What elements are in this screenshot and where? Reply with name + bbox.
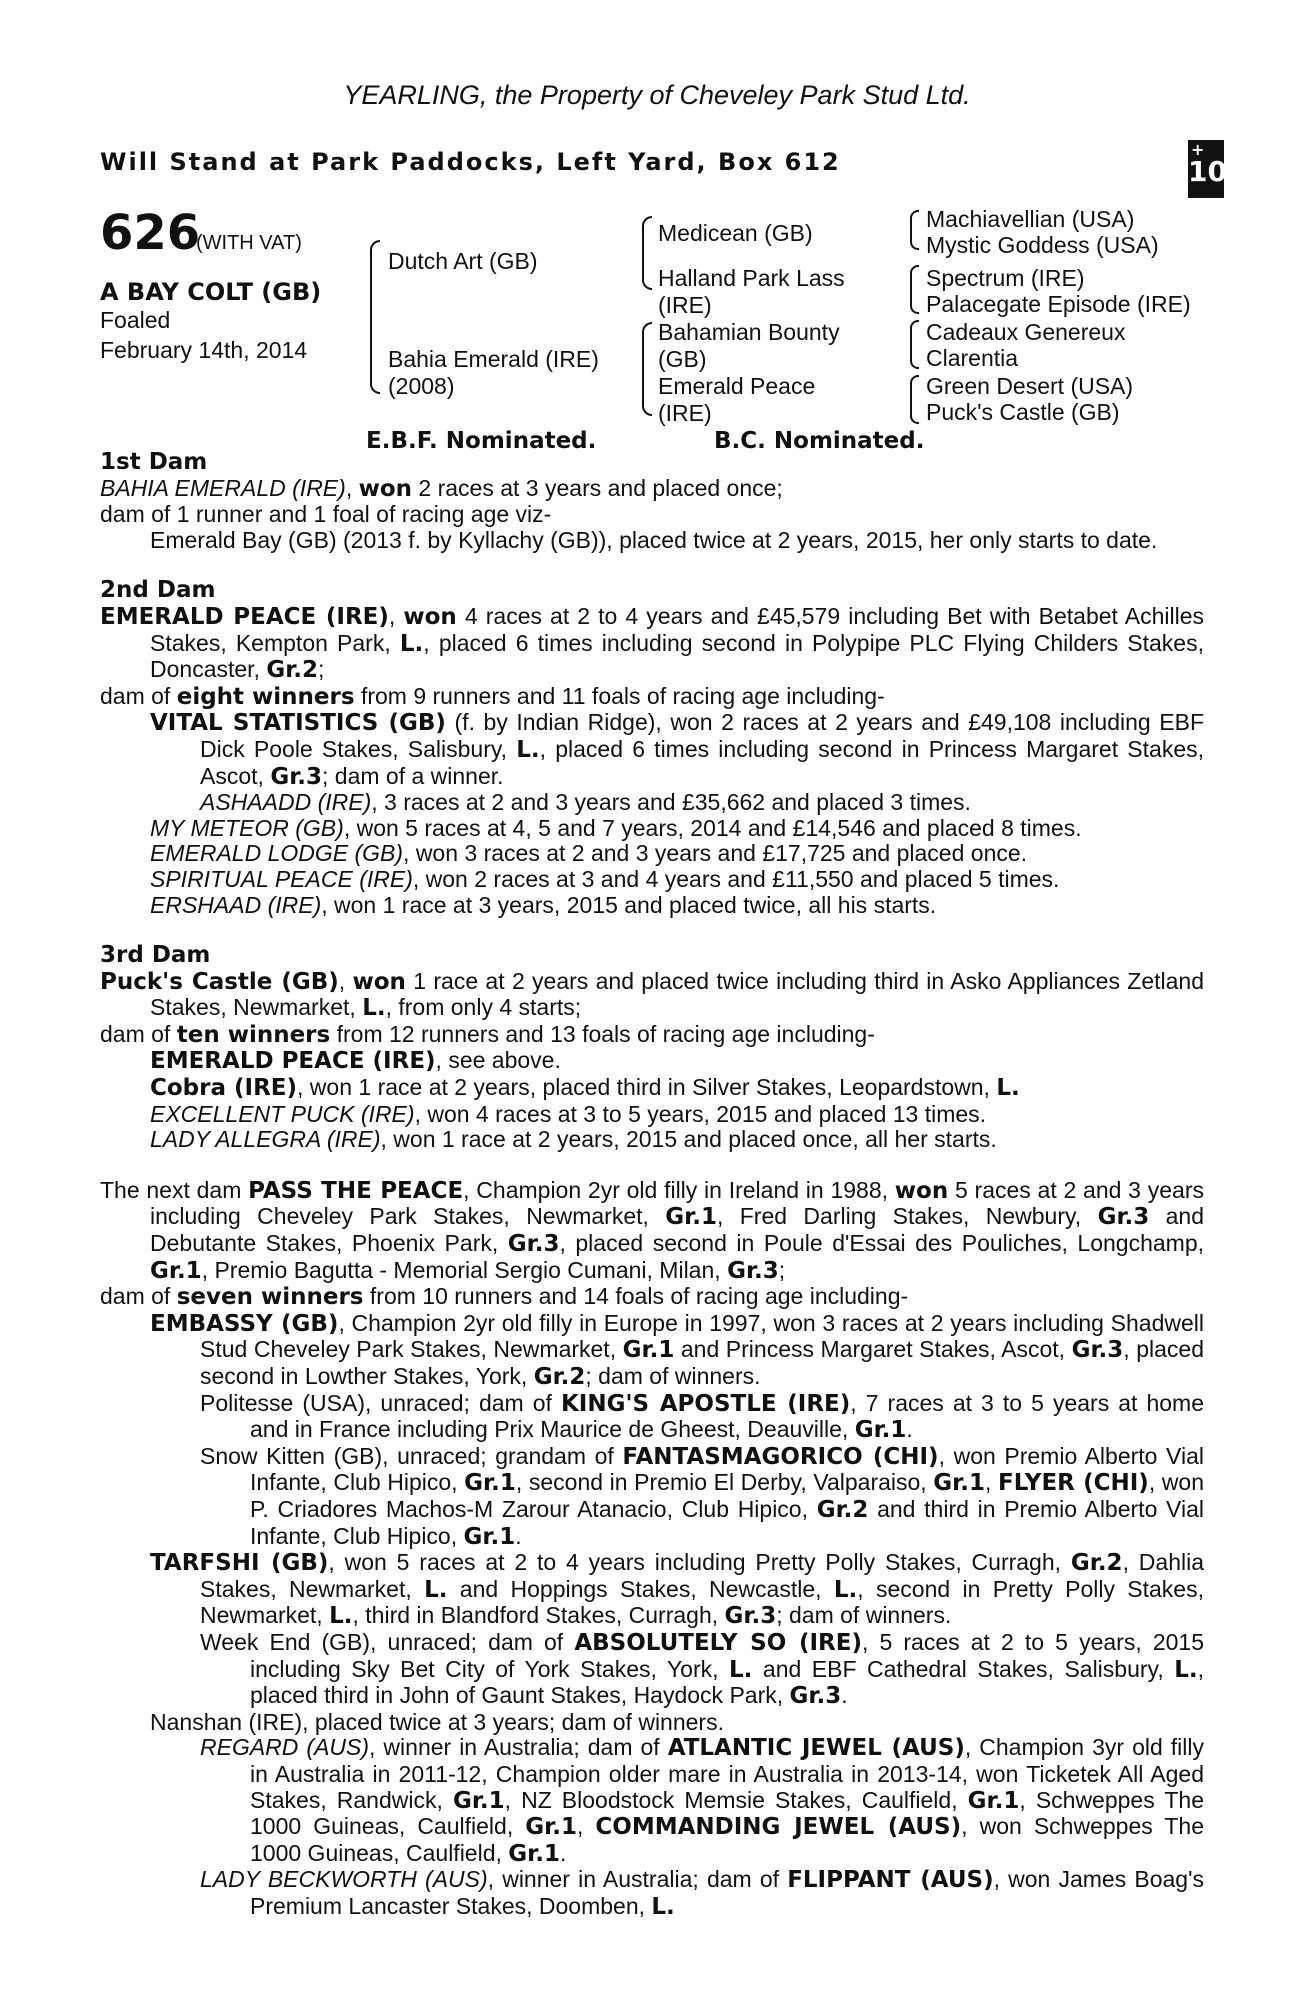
bold-text: seven winners <box>176 1284 364 1311</box>
italic-text: BAHIA EMERALD (IRE) <box>100 474 346 501</box>
pedigree-g3-8: Puck's Castle (GB) <box>926 399 1120 425</box>
text: , <box>338 967 353 994</box>
stand-location: Will Stand at Park Paddocks, Left Yard, Box 612 <box>100 148 841 176</box>
bold-text: L. <box>1174 1656 1198 1683</box>
bold-text: PASS THE PEACE <box>248 1177 464 1204</box>
pedigree-g3-4: Palacegate Episode (IRE) <box>926 291 1191 317</box>
bold-text: L. <box>996 1075 1020 1102</box>
bold-text: eight winners <box>176 683 355 710</box>
pedigree-paragraph <box>100 1630 1204 1710</box>
bold-text: KING'S APOSTLE (IRE) <box>560 1390 851 1417</box>
text: 2 races at 3 years and placed once; <box>412 474 783 501</box>
text: . <box>906 1416 913 1443</box>
text: and EBF Cathedral Stakes, Salisbury, <box>752 1655 1175 1682</box>
bold-text: won <box>352 968 406 995</box>
foaled-info <box>100 305 307 365</box>
pedigree-paragraph <box>100 528 1204 554</box>
pedigree-paragraph <box>100 1867 1204 1920</box>
pedigree-paragraph <box>100 1022 1204 1049</box>
bold-text: VITAL STATISTICS (GB) <box>150 710 446 737</box>
text: from 12 runners and 13 foals of racing age including- <box>330 1020 875 1047</box>
text: , Champion 3yr old filly in Australia in 2011-12, Champion older mare in Australia in 2013-14, won Ticketek All Aged Stakes, Randwick, <box>250 1734 1205 1813</box>
pedigree-bracket-dd <box>910 375 919 424</box>
bold-text: TARFSHI (GB) <box>150 1550 329 1577</box>
section-title: 2nd Dam <box>100 577 216 604</box>
text: , Fred Darling Stakes, Newbury, <box>716 1203 1098 1230</box>
pedigree-paragraph <box>100 1444 1204 1550</box>
pedigree-paragraph <box>100 1550 1204 1630</box>
text: The next dam <box>100 1176 249 1203</box>
text: , won 2 races at 3 and 4 years and £11,550 and placed 5 times. <box>412 865 1060 892</box>
ebf-nominated: E.B.F. Nominated. <box>366 428 597 454</box>
text: , <box>576 1813 596 1840</box>
pedigree-paragraph <box>100 1102 1204 1128</box>
text: , won 1 race at 2 years, 2015 and placed once, all her starts. <box>380 1126 997 1153</box>
text: and Princess Margaret Stakes, Ascot, <box>674 1336 1072 1363</box>
text: 1 race at 2 years and placed twice including third in Asko Appliances Zetland Stakes, Newmarket, <box>150 967 1204 1021</box>
bold-text: Gr.1 <box>525 1814 577 1841</box>
pedigree-g3-2: Mystic Goddess (USA) <box>926 232 1159 258</box>
section-gap <box>100 918 1204 943</box>
bold-text: Gr.1 <box>463 1523 516 1550</box>
pedigree-sire: Dutch Art (GB) <box>388 248 538 274</box>
text: , Schweppes The 1000 Guineas, Caulfield, <box>250 1786 1205 1840</box>
text: Nanshan (IRE), placed twice at 3 years; dam of winners. <box>150 1708 724 1735</box>
pedigree-sire-dam <box>658 265 845 319</box>
text: , winner in Australia; dam of <box>487 1866 788 1893</box>
section-gap <box>100 1153 1204 1178</box>
pedigree-dam-dam-country: (IRE) <box>658 400 712 426</box>
pedigree-paragraph <box>100 1127 1204 1153</box>
bold-text: Gr.1 <box>150 1257 202 1284</box>
lot-badge-number: 10 <box>1188 155 1227 188</box>
text: , won 3 races at 2 and 3 years and £17,725 and placed once. <box>403 840 1028 867</box>
bold-text: Gr.1 <box>622 1337 675 1364</box>
bold-text: Gr.1 <box>854 1417 907 1444</box>
bold-text: Gr.1 <box>967 1787 1020 1814</box>
text: dam of <box>100 1283 177 1310</box>
pedigree-sire-dam-country: (IRE) <box>658 292 712 318</box>
pedigree-paragraph <box>100 867 1204 893</box>
text: , 3 races at 2 and 3 years and £35,662 and placed 3 times. <box>371 789 971 816</box>
text: . <box>841 1682 848 1709</box>
bold-text: L. <box>516 736 540 763</box>
bold-text: Gr.1 <box>464 1470 516 1497</box>
italic-text: MY METEOR (GB) <box>150 814 344 841</box>
pedigree-paragraph <box>100 1710 1204 1736</box>
horse-description: A BAY COLT (GB) <box>100 278 322 306</box>
catalogue-body <box>100 450 1204 1920</box>
text: dam of <box>100 1020 177 1047</box>
text: , won Premio Alberto Vial Infante, Club Hipico, <box>250 1442 1204 1496</box>
bold-text: L. <box>651 1893 675 1920</box>
bold-text: Gr.3 <box>270 763 322 790</box>
text: from 10 runners and 14 foals of racing age including- <box>363 1283 909 1310</box>
pedigree-bracket-ss <box>910 210 919 250</box>
pedigree-paragraph <box>100 790 1204 816</box>
text: , won Schweppes The 1000 Guineas, Caulfield, <box>250 1813 1204 1866</box>
bold-text: EMERALD PEACE (IRE) <box>100 603 389 630</box>
text: , from only 4 starts; <box>385 994 582 1021</box>
pedigree-paragraph <box>100 1075 1204 1102</box>
bold-text: Gr.3 <box>1071 1337 1124 1364</box>
pedigree-bracket-ds <box>910 320 919 369</box>
text: ; dam of winners. <box>585 1363 761 1389</box>
bold-text: EMBASSY (GB) <box>150 1310 339 1337</box>
text: , won James Boag's Premium Lancaster Stakes, Doomben, <box>250 1866 1204 1919</box>
pedigree-paragraph <box>100 684 1204 711</box>
bold-text: Gr.2 <box>1070 1550 1123 1577</box>
pedigree-sire-dam-name: Halland Park Lass <box>658 265 845 291</box>
text: , third in Blandford Stakes, Curragh, <box>352 1602 725 1629</box>
text: , see above. <box>435 1047 561 1074</box>
text: and Hoppings Stakes, Newcastle, <box>447 1575 834 1602</box>
text: from 9 runners and 11 foals of racing age including- <box>354 682 885 709</box>
bold-text: L. <box>833 1576 858 1603</box>
pedigree-paragraph <box>100 969 1204 1022</box>
text: , NZ Bloodstock Memsie Stakes, Caulfield, <box>504 1786 968 1813</box>
italic-text: ERSHAAD (IRE) <box>150 891 322 918</box>
foaled-date: February 14th, 2014 <box>100 337 308 363</box>
text: dam of 1 runner and 1 foal of racing age viz- <box>100 501 552 528</box>
bold-text: Cobra (IRE) <box>150 1075 298 1102</box>
text: , <box>388 602 404 629</box>
bold-text: Gr.1 <box>933 1470 985 1497</box>
text: , placed 6 times including second in Polypipe PLC Flying Childers Stakes, Doncaster, <box>150 629 1204 683</box>
pedigree-paragraph <box>100 893 1204 919</box>
bold-text: Gr.3 <box>507 1231 560 1258</box>
italic-text: EXCELLENT PUCK (IRE) <box>150 1100 415 1127</box>
page-header: YEARLING, the Property of Cheveley Park Stud Ltd. <box>343 80 971 110</box>
lot-badge <box>1188 140 1227 198</box>
text: , won P. Criadores Machos-M Zarour Atanacio, Club Hipico, <box>250 1469 1205 1522</box>
italic-text: ASHAADD (IRE) <box>200 789 372 816</box>
text: , won 1 race at 2 years, placed third in Silver Stakes, Leopardstown, <box>297 1074 997 1101</box>
text: , won 1 race at 3 years, 2015 and placed twice, all his starts. <box>321 891 937 918</box>
bold-text: Gr.1 <box>665 1204 717 1231</box>
text: , <box>345 474 359 501</box>
italic-text: SPIRITUAL PEACE (IRE) <box>150 865 413 892</box>
bold-text: ten winners <box>176 1021 331 1048</box>
pedigree-dam-sire-name: Bahamian Bounty <box>658 319 840 345</box>
foaled-label: Foaled <box>100 307 171 333</box>
bold-text: Gr.2 <box>266 657 319 684</box>
pedigree-bracket-sire <box>642 216 652 290</box>
bold-text: L. <box>329 1603 353 1630</box>
text: , placed 6 times including second in Princess Margaret Stakes, Ascot, <box>200 735 1204 789</box>
text: , placed third in John of Gaunt Stakes, Haydock Park, <box>250 1655 1205 1709</box>
text: , Premio Bagutta - Memorial Sergio Cumani, Milan, <box>201 1256 728 1283</box>
text: , won 4 races at 3 to 5 years, 2015 and placed 13 times. <box>414 1100 987 1127</box>
section-title: 1st Dam <box>100 449 208 475</box>
bold-text: EMERALD PEACE (IRE) <box>150 1048 436 1075</box>
pedigree-paragraph <box>100 1048 1204 1075</box>
pedigree-g3-1: Machiavellian (USA) <box>926 206 1135 232</box>
pedigree-sire-sire: Medicean (GB) <box>658 220 813 246</box>
text: 4 races at 2 to 4 years and £45,579 including Bet with Betabet Achilles Stakes, Kempton Park, <box>150 602 1205 656</box>
pedigree-paragraph <box>100 841 1204 867</box>
bold-text: Gr.1 <box>452 1787 505 1814</box>
text: , placed second in Poule d'Essai des Pouliches, Longchamp, <box>559 1230 1204 1257</box>
lot-number: 626 <box>100 205 201 261</box>
italic-text: EMERALD LODGE (GB) <box>150 840 404 867</box>
text: Week End (GB), unraced; dam of <box>200 1628 575 1655</box>
bold-text: L. <box>424 1576 448 1603</box>
pedigree-g3-7: Green Desert (USA) <box>926 373 1134 399</box>
text: 5 races at 2 and 3 years including Cheveley Park Stakes, Newmarket, <box>150 1176 1204 1230</box>
pedigree-dam-dam <box>658 373 815 427</box>
bold-text: COMMANDING JEWEL (AUS) <box>595 1814 962 1841</box>
pedigree-dam-year: (2008) <box>388 373 455 399</box>
lot-badge-plus: + <box>1191 140 1205 159</box>
pedigree-paragraph <box>100 1311 1204 1391</box>
text: , second in Premio El Derby, Valparaiso, <box>515 1469 934 1496</box>
pedigree-bracket-gen1 <box>370 240 380 394</box>
pedigree-dam-name: Bahia Emerald (IRE) <box>388 346 599 372</box>
text: , Champion 2yr old filly in Europe in 1997, won 3 races at 2 years including Shadwell Stud Cheveley Park Stakes, Newmarket, <box>200 1309 1204 1363</box>
text: ; <box>778 1256 786 1283</box>
text: , winner in Australia; dam of <box>369 1734 668 1761</box>
text: . <box>515 1522 522 1549</box>
text: . <box>559 1839 567 1866</box>
text: dam of <box>100 682 177 709</box>
bold-text: Gr.2 <box>816 1496 869 1523</box>
text: ; <box>318 656 325 683</box>
pedigree-g3-5: Cadeaux Genereux <box>926 319 1126 345</box>
pedigree-paragraph <box>100 710 1204 790</box>
text: , placed second in Lowther Stakes, York, <box>200 1336 1204 1389</box>
italic-text: LADY BECKWORTH (AUS) <box>200 1866 488 1893</box>
pedigree-paragraph <box>100 1391 1204 1444</box>
section-title: 3rd Dam <box>100 942 211 969</box>
pedigree-paragraph <box>100 1735 1204 1867</box>
text: ; dam of a winner. <box>322 762 504 789</box>
pedigree-paragraph <box>100 502 1204 528</box>
pedigree-dam-sire-country: (GB) <box>658 346 707 372</box>
bold-text: Gr.3 <box>724 1603 777 1630</box>
text: , <box>984 1469 998 1496</box>
text: Snow Kitten (GB), unraced; grandam of <box>200 1442 623 1469</box>
pedigree-bracket-sd <box>910 265 919 314</box>
bold-text: won <box>894 1177 949 1204</box>
section-gap <box>100 553 1204 578</box>
text: , Champion 2yr old filly in Ireland in 1988, <box>463 1176 895 1203</box>
bold-text: Gr.1 <box>508 1840 560 1867</box>
text: Politesse (USA), unraced; dam of <box>200 1389 561 1416</box>
pedigree-paragraph <box>100 816 1204 842</box>
italic-text: LADY ALLEGRA (IRE) <box>150 1126 381 1153</box>
pedigree-paragraph <box>100 604 1204 684</box>
bold-text: Gr.3 <box>727 1257 779 1284</box>
pedigree-dam-sire <box>658 319 840 373</box>
text: ; dam of winners. <box>776 1602 952 1629</box>
bold-text: Gr.2 <box>533 1364 586 1390</box>
bold-text: Gr.3 <box>1097 1204 1150 1231</box>
pedigree-paragraph <box>100 1284 1204 1311</box>
text: , 5 races at 2 to 5 years, 2015 including Sky Bet City of York Stakes, York, <box>250 1628 1204 1682</box>
pedigree-paragraph <box>100 476 1204 503</box>
pedigree-dam <box>388 346 599 400</box>
text: and Debutante Stakes, Phoenix Park, <box>150 1203 1205 1257</box>
bold-text: Gr.3 <box>789 1683 842 1710</box>
pedigree-g3-6: Clarentia <box>926 345 1019 371</box>
bold-text: Puck's Castle (GB) <box>100 968 339 995</box>
pedigree-dam-dam-name: Emerald Peace <box>658 373 816 399</box>
text: Emerald Bay (GB) (2013 f. by Kyllachy (GB)), placed twice at 2 years, 2015, her only starts to date. <box>150 526 1158 553</box>
text: , 7 races at 3 to 5 years at home and in France including Prix Maurice de Gheest, Deauville, <box>250 1389 1204 1443</box>
text: , second in Pretty Polly Stakes, Newmarket, <box>200 1575 1204 1629</box>
bold-text: ABSOLUTELY SO (IRE) <box>574 1629 862 1656</box>
pedigree-g3-3: Spectrum (IRE) <box>926 265 1085 291</box>
bold-text: L. <box>399 630 424 657</box>
bold-text: won <box>403 603 457 630</box>
bold-text: FLYER (CHI) <box>998 1470 1149 1497</box>
bold-text: ATLANTIC JEWEL (AUS) <box>667 1735 965 1762</box>
text: , won 5 races at 4, 5 and 7 years, 2014 and £14,546 and placed 8 times. <box>343 814 1082 841</box>
bold-text: L. <box>729 1656 753 1683</box>
text: , Dahlia Stakes, Newmarket, <box>200 1549 1204 1602</box>
italic-text: REGARD (AUS) <box>200 1734 370 1761</box>
text: and third in Premio Alberto Vial Infante, Club Hipico, <box>250 1495 1204 1549</box>
with-vat-label: (WITH VAT) <box>196 232 302 254</box>
pedigree-paragraph <box>100 1178 1204 1284</box>
bold-text: FANTASMAGORICO (CHI) <box>622 1443 939 1470</box>
bc-nominated: B.C. Nominated. <box>714 428 925 454</box>
text: , won 5 races at 2 to 4 years including Pretty Polly Stakes, Curragh, <box>328 1549 1071 1576</box>
bold-text: L. <box>362 995 386 1022</box>
bold-text: won <box>358 475 413 502</box>
pedigree-bracket-dam <box>642 322 652 416</box>
bold-text: FLIPPANT (AUS) <box>787 1867 994 1894</box>
text: (f. by Indian Ridge), won 2 races at 2 years and £49,108 including EBF Dick Poole Stakes, Salisbury, <box>200 709 1204 762</box>
